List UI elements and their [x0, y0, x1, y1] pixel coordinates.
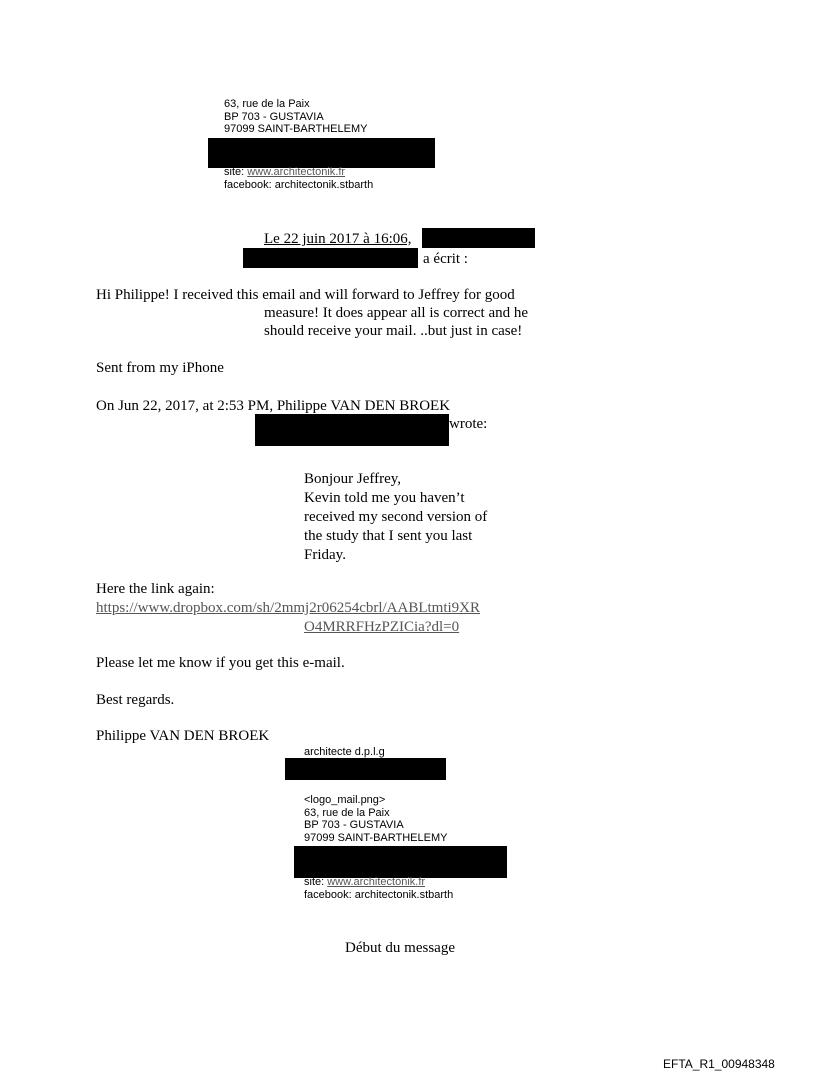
redaction-bar — [285, 758, 446, 780]
bottom-address-block — [304, 794, 447, 844]
quote-header-line1: On Jun 22, 2017, at 2:53 PM, Philippe VAN DEN BROEK — [96, 398, 451, 414]
signature-name: Philippe VAN DEN BROEK — [96, 728, 270, 744]
reply-header-line1: Le 22 juin 2017 à 16:06, — [264, 231, 412, 247]
redaction-bar — [422, 228, 535, 248]
debut-du-message: Début du message — [345, 940, 455, 956]
site-label: site: — [224, 166, 248, 178]
site-link[interactable]: www.architectonik.fr — [327, 876, 426, 888]
address-line: BP 703 - GUSTAVIA — [304, 819, 404, 831]
link-intro: Here the link again: — [96, 581, 215, 597]
dropbox-link-line2[interactable]: O4MRRFHzPZICia?dl=0 — [304, 619, 460, 635]
address-line: 97099 SAINT-BARTHELEMY — [224, 123, 368, 135]
facebook-line: facebook: architectonik.stbarth — [304, 888, 454, 901]
address-line: 97099 SAINT-BARTHELEMY — [304, 831, 448, 844]
site-label: site: — [304, 876, 328, 888]
logo-placeholder: <logo_mail.png> — [304, 794, 386, 806]
address-line: 63, rue de la Paix — [304, 806, 390, 819]
top-site-block — [224, 166, 373, 191]
redaction-bar — [255, 414, 449, 446]
reply-header-line2: a écrit : — [423, 251, 468, 267]
architect-title: architecte d.p.l.g — [304, 746, 385, 758]
best-regards: Best regards. — [96, 692, 175, 708]
redaction-bar — [243, 248, 418, 268]
redaction-bar — [294, 846, 507, 878]
address-line: 63, rue de la Paix — [224, 98, 310, 110]
quoted-line: the study that I sent you last — [304, 528, 473, 544]
quoted-line: Kevin told me you haven’t — [304, 490, 465, 506]
redaction-bar — [208, 138, 435, 168]
reply-body-line1: Hi Philippe! I received this email and will forward to Jeffrey for good — [96, 287, 515, 303]
please-let-me-know: Please let me know if you get this e-mail. — [96, 655, 345, 671]
site-link[interactable]: www.architectonik.fr — [247, 166, 346, 178]
reply-body-line2: measure! It does appear all is correct and he — [264, 305, 529, 321]
sent-from-line: Sent from my iPhone — [96, 360, 224, 376]
top-address-block — [224, 98, 367, 136]
bottom-site-block — [304, 876, 453, 901]
address-line: BP 703 - GUSTAVIA — [224, 110, 324, 123]
dropbox-link-line1[interactable]: https://www.dropbox.com/sh/2mmj2r06254cbrl/AABLtmti9XR — [96, 600, 481, 616]
reply-body-line3: should receive your mail. ..but just in case! — [264, 323, 523, 339]
quoted-line: Bonjour Jeffrey, — [304, 471, 402, 487]
quoted-line: received my second version of — [304, 509, 488, 525]
bates-number: EFTA_R1_00948348 — [663, 1057, 775, 1071]
quoted-line: Friday. — [304, 547, 346, 563]
quote-header-line2: wrote: — [449, 416, 488, 432]
facebook-line: facebook: architectonik.stbarth — [224, 178, 374, 191]
quoted-message — [304, 470, 487, 565]
